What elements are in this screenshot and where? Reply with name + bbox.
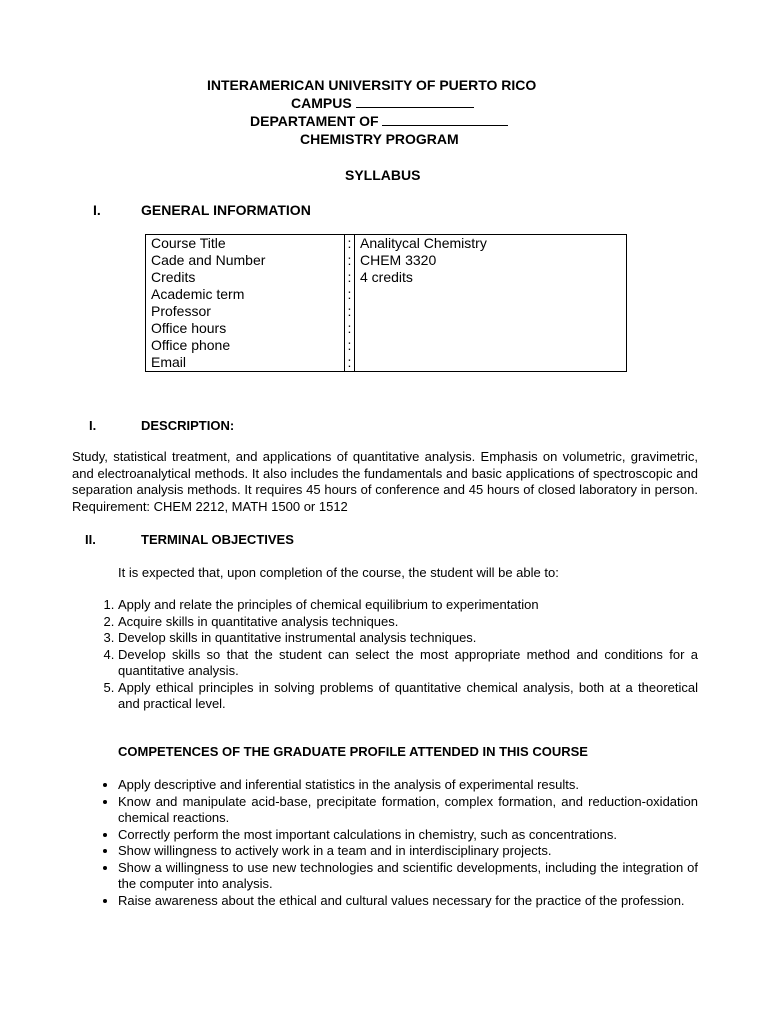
section-heading-general-information: GENERAL INFORMATION <box>141 202 311 218</box>
info-value: 4 credits <box>355 269 627 286</box>
competence-item: • Show a willingness to use new technologies and scientific developments, including the integration of the computer into analysis. <box>118 860 698 893</box>
info-label: Cade and Number <box>146 252 345 269</box>
university-title: INTERAMERICAN UNIVERSITY OF PUERTO RICO <box>207 77 537 93</box>
info-value <box>355 320 627 337</box>
objective-item: 4. Develop skills so that the student can select the most appropriate method and conditions for a quantitative analysis. <box>118 647 698 680</box>
info-value <box>355 303 627 320</box>
competence-item: • Show willingness to actively work in a team and in interdisciplinary projects. <box>118 843 698 860</box>
section-numeral: I. <box>93 202 101 218</box>
program-title: CHEMISTRY PROGRAM <box>300 131 459 147</box>
objectives-intro: It is expected that, upon completion of the course, the student will be able to: <box>118 565 559 580</box>
objective-item: 2. Acquire skills in quantitative analysis techniques. <box>118 614 698 631</box>
info-colon: : <box>345 252 355 269</box>
description-text: Study, statistical treatment, and applications of quantitative analysis. Emphasis on volumetric, gravimetric, and electroanalytical methods. It also includes the fundamentals and basic applications of spectroscopic and separation analysis methods. It requires 45 hours of conference and 45 hours of closed laboratory in person. Requirement: CHEM 2212, MATH 1500 or 1512 <box>72 449 698 514</box>
info-colon: : <box>345 235 355 253</box>
competence-item: • Raise awareness about the ethical and cultural values necessary for the practice of the profession. <box>118 893 698 910</box>
campus-line <box>0 95 770 111</box>
info-row <box>146 320 627 337</box>
info-value <box>355 354 627 372</box>
competences-list <box>72 777 698 909</box>
info-row <box>146 269 627 286</box>
info-label: Credits <box>146 269 345 286</box>
objective-item: 3. Develop skills in quantitative instrumental analysis techniques. <box>118 630 698 647</box>
section-heading-description: DESCRIPTION: <box>141 418 235 433</box>
competence-item: • Apply descriptive and inferential statistics in the analysis of experimental results. <box>118 777 698 794</box>
info-label: Office phone <box>146 337 345 354</box>
department-line <box>0 113 770 129</box>
competence-item: • Correctly perform the most important calculations in chemistry, such as concentrations. <box>118 827 698 844</box>
section-heading-terminal-objectives: TERMINAL OBJECTIVES <box>141 532 294 547</box>
info-label: Academic term <box>146 286 345 303</box>
campus-blank <box>356 95 474 108</box>
info-row <box>146 235 627 253</box>
info-row <box>146 303 627 320</box>
info-row <box>146 286 627 303</box>
department-label: DEPARTAMENT OF <box>250 113 379 129</box>
info-colon: : <box>345 286 355 303</box>
info-value <box>355 337 627 354</box>
info-label: Email <box>146 354 345 372</box>
department-blank <box>382 113 508 126</box>
info-label: Office hours <box>146 320 345 337</box>
info-row <box>146 354 627 372</box>
info-colon: : <box>345 320 355 337</box>
info-row <box>146 252 627 269</box>
info-colon: : <box>345 303 355 320</box>
general-information-table <box>145 234 627 372</box>
section-numeral: I. <box>89 418 97 433</box>
info-row <box>146 337 627 354</box>
info-colon: : <box>345 269 355 286</box>
objective-item: 1. Apply and relate the principles of chemical equilibrium to experimentation <box>118 597 698 614</box>
info-value <box>355 286 627 303</box>
info-label: Professor <box>146 303 345 320</box>
section-heading-competences: COMPETENCES OF THE GRADUATE PROFILE ATTENDED IN THIS COURSE <box>118 744 588 759</box>
objective-item: 5. Apply ethical principles in solving problems of quantitative chemical analysis, both at a theoretical and practical level. <box>118 680 698 713</box>
competence-item: • Know and manipulate acid-base, precipitate formation, complex formation, and reduction-oxidation chemical reactions. <box>118 794 698 827</box>
info-colon: : <box>345 354 355 372</box>
info-label: Course Title <box>146 235 345 253</box>
info-value: CHEM 3320 <box>355 252 627 269</box>
section-numeral: II. <box>85 532 96 547</box>
objectives-list <box>72 597 698 713</box>
document-title: SYLLABUS <box>345 167 421 183</box>
campus-label: CAMPUS <box>291 95 352 111</box>
info-colon: : <box>345 337 355 354</box>
info-value: Analitycal Chemistry <box>355 235 627 253</box>
